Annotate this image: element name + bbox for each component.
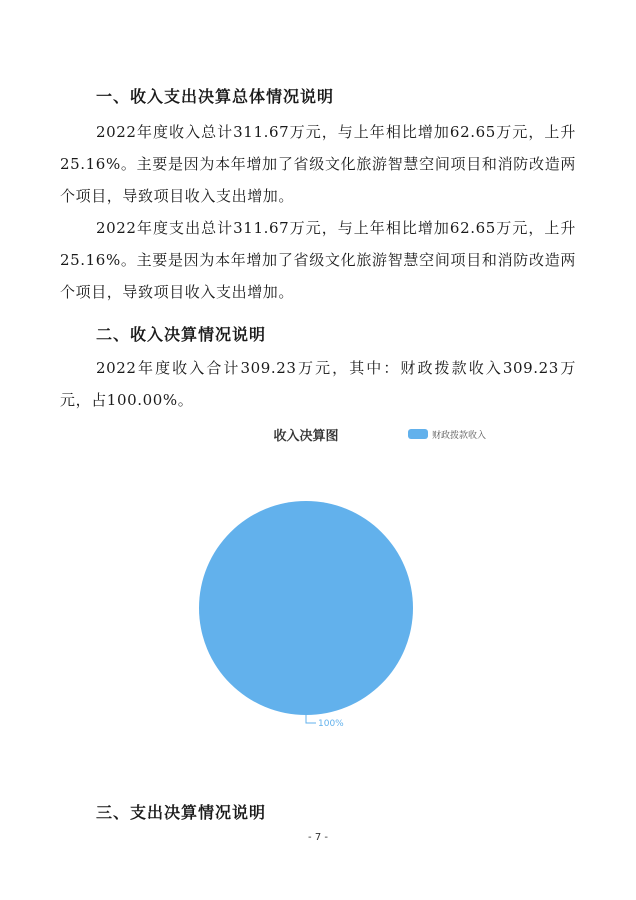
paragraph-income-total: 2022年度收入总计311.67万元，与上年相比增加62.65万元，上升25.16%。主要是因为本年增加了省级文化旅游智慧空间项目和消防改造两个项目，导致项目收入支出增加。 — [60, 123, 576, 205]
legend-item — [408, 429, 486, 441]
pie-slices — [199, 501, 413, 715]
paragraph-income-detail: 2022年度收入合计309.23万元，其中：财政拨款收入309.23万元，占100.00%。 — [60, 359, 576, 409]
chart-title: 收入决算图 — [273, 429, 339, 444]
paragraph-expenditure-total: 2022年度支出总计311.67万元，与上年相比增加62.65万元，上升25.16%。主要是因为本年增加了省级文化旅游智慧空间项目和消防改造两个项目，导致项目收入支出增加。 — [60, 219, 576, 301]
section-heading-3: 三、支出决算情况说明 — [96, 803, 267, 822]
chart-legend — [408, 429, 486, 441]
income-pie-chart — [150, 418, 510, 748]
pie-slice-labels — [306, 715, 344, 729]
legend-label: 财政拨款收入 — [432, 431, 487, 441]
legend-swatch — [408, 429, 428, 439]
slice-label: 100% — [318, 719, 344, 729]
slice-leader-line — [306, 715, 316, 723]
page-number: - 7 - — [308, 832, 328, 843]
section-heading-1: 一、收入支出决算总体情况说明 — [96, 87, 335, 106]
section-heading-2: 二、收入决算情况说明 — [96, 325, 267, 344]
pie-chart-svg — [150, 418, 510, 748]
pie-slice — [199, 501, 413, 715]
